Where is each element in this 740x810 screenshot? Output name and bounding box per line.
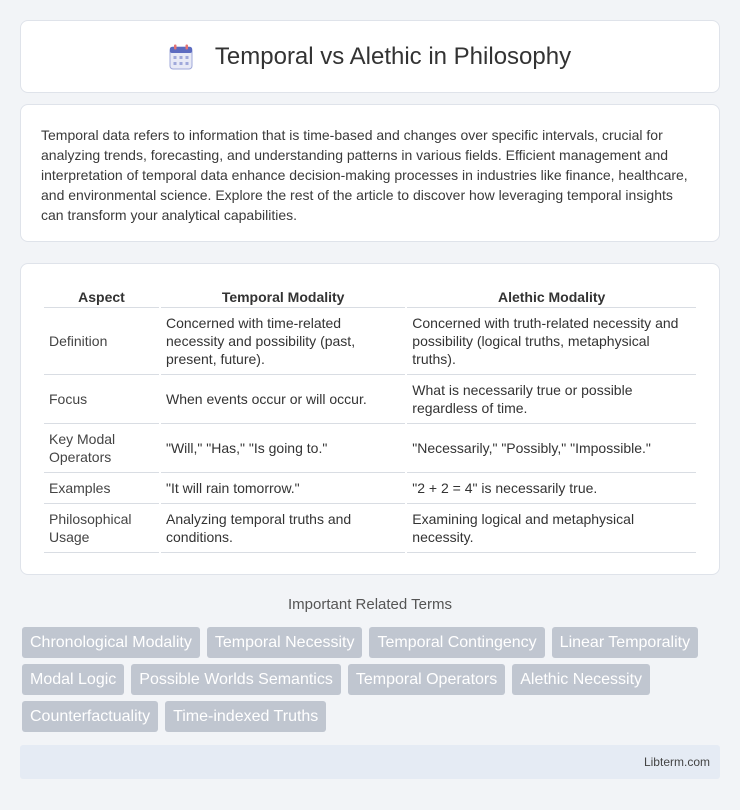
row-aspect: Definition (44, 308, 159, 375)
table-row (44, 308, 696, 375)
table-header-row (44, 284, 696, 308)
related-terms-title: Important Related Terms (288, 596, 452, 613)
page-title: Temporal vs Alethic in Philosophy (214, 42, 572, 70)
row-aspect: Examples (44, 473, 159, 504)
related-term-tag[interactable]: Possible Worlds Semantics (131, 664, 341, 695)
row-alethic: Concerned with truth-related necessity and possibility (logical truths, metaphysical truths). (407, 308, 696, 375)
row-aspect: Philosophical Usage (44, 504, 159, 553)
row-aspect: Key Modal Operators (44, 424, 159, 473)
calendar-icon (169, 44, 193, 70)
row-temporal: When events occur or will occur. (161, 375, 405, 424)
row-aspect: Focus (44, 375, 159, 424)
row-alethic: "Necessarily," "Possibly," "Impossible." (407, 424, 696, 473)
row-alethic: What is necessarily true or possible regardless of time. (407, 375, 696, 424)
intro-card (20, 104, 720, 242)
column-header-aspect: Aspect (44, 284, 159, 308)
row-temporal: "It will rain tomorrow." (161, 473, 405, 504)
comparison-table (42, 284, 698, 553)
table-row (44, 424, 696, 473)
row-alethic: Examining logical and metaphysical necessity. (407, 504, 696, 553)
related-term-tag[interactable]: Time-indexed Truths (165, 701, 326, 732)
table-row (44, 504, 696, 553)
footer-site-link[interactable]: Libterm.com (643, 755, 710, 769)
related-term-tag[interactable]: Chronological Modality (22, 627, 200, 658)
row-temporal: Analyzing temporal truths and conditions. (161, 504, 405, 553)
related-term-tag[interactable]: Linear Temporality (552, 627, 698, 658)
column-header-temporal: Temporal Modality (161, 284, 405, 308)
column-header-alethic: Alethic Modality (407, 284, 696, 308)
related-term-tag[interactable]: Alethic Necessity (512, 664, 650, 695)
related-term-tag[interactable]: Counterfactuality (22, 701, 158, 732)
comparison-table-card (20, 263, 720, 575)
table-row (44, 473, 696, 504)
row-temporal: "Will," "Has," "Is going to." (161, 424, 405, 473)
related-term-tag[interactable]: Modal Logic (22, 664, 124, 695)
row-temporal: Concerned with time-related necessity and possibility (past, present, future). (161, 308, 405, 375)
related-term-tag[interactable]: Temporal Necessity (207, 627, 363, 658)
related-terms-list (22, 627, 722, 738)
footer (20, 745, 720, 779)
row-alethic: "2 + 2 = 4" is necessarily true. (407, 473, 696, 504)
related-term-tag[interactable]: Temporal Operators (348, 664, 505, 695)
related-term-tag[interactable]: Temporal Contingency (369, 627, 544, 658)
table-row (44, 375, 696, 424)
intro-text: Temporal data refers to information that is time-based and changes over specific intervals, crucial for analyzing trends, forecasting, and understanding patterns in various fields. Efficient management and interpretation of temporal data enhance decision-making processes in industries like finance, healthcare, and environmental science. Explore the rest of the article to discover how leveraging temporal insights can transform your analytical capabilities. (41, 127, 688, 223)
header-card (20, 20, 720, 93)
